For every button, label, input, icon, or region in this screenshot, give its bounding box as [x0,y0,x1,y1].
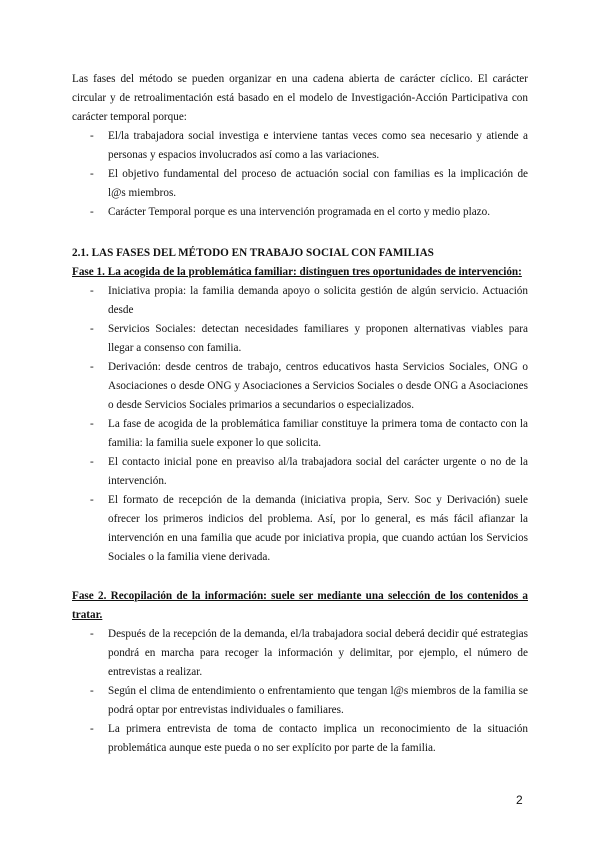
list-item: - Servicios Sociales: detectan necesidades familiares y proponen alternativas viables para llegar a consenso con familia. [72,320,528,358]
list-item: - La fase de acogida de la problemática familiar constituye la primera toma de contacto con la familia: la familia suele exponer lo que solicita. [72,415,528,453]
list-item: - El objetivo fundamental del proceso de actuación social con familias es la implicación de l@s miembros. [72,165,528,203]
list-item: - Después de la recepción de la demanda, el/la trabajadora social deberá decidir qué estrategias pondrá en marcha para recoger la información y delimitar, por ejemplo, el número de entrevistas a realizar. [72,625,528,682]
list-item: - El contacto inicial pone en preaviso al/la trabajadora social del carácter urgente o no de la intervención. [72,453,528,491]
phase-2-bullet-list [72,625,528,758]
list-item: - La primera entrevista de toma de contacto implica un reconocimiento de la situación problemática aunque este pueda o no ser explícito por parte de la familia. [72,720,528,758]
intro-bullet-list [72,127,528,222]
list-item: - Carácter Temporal porque es una intervención programada en el corto y medio plazo. [72,203,528,222]
list-item: - El formato de recepción de la demanda (iniciativa propia, Serv. Soc y Derivación) suele ofrecer los primeros indicios del problema. Así, por lo general, es más fácil afianzar la intervención en una familia que acude por iniciativa propia, que cuando actúan los Servicios Sociales o la familia viene derivada. [72,491,528,567]
list-item: - Según el clima de entendimiento o enfrentamiento que tengan l@s miembros de la familia se podrá optar por entrevistas individuales o familiares. [72,682,528,720]
page-content [72,70,528,758]
list-item: - El/la trabajadora social investiga e interviene tantas veces como sea necesario y atiende a personas y espacios involucrados así como a las variaciones. [72,127,528,165]
intro-paragraph: Las fases del método se pueden organizar en una cadena abierta de carácter cíclico. El carácter circular y de retroalimentación está basado en el modelo de Investigación-Acción Participativa con carácter temporal porque: [72,73,528,123]
phase-1-bullet-list [72,282,528,567]
phase-2-title: Fase 2. Recopilación de la información: suele ser mediante una selección de los contenidos a tratar. [72,590,528,621]
list-item: - Iniciativa propia: la familia demanda apoyo o solicita gestión de algún servicio. Actuación desde [72,282,528,320]
list-item: - Derivación: desde centros de trabajo, centros educativos hasta Servicios Sociales, ONG o Asociaciones o desde ONG y Asociaciones a Servicios Sociales o desde ONG a Asociaciones o desde Servicios Sociales primarios a secundarios o especializados. [72,358,528,415]
section-heading: 2.1. LAS FASES DEL MÉTODO EN TRABAJO SOCIAL CON FAMILIAS [72,247,434,259]
phase-1-title: Fase 1. La acogida de la problemática familiar: distinguen tres oportunidades de intervención: [72,266,522,278]
page-number: 2 [516,793,523,807]
